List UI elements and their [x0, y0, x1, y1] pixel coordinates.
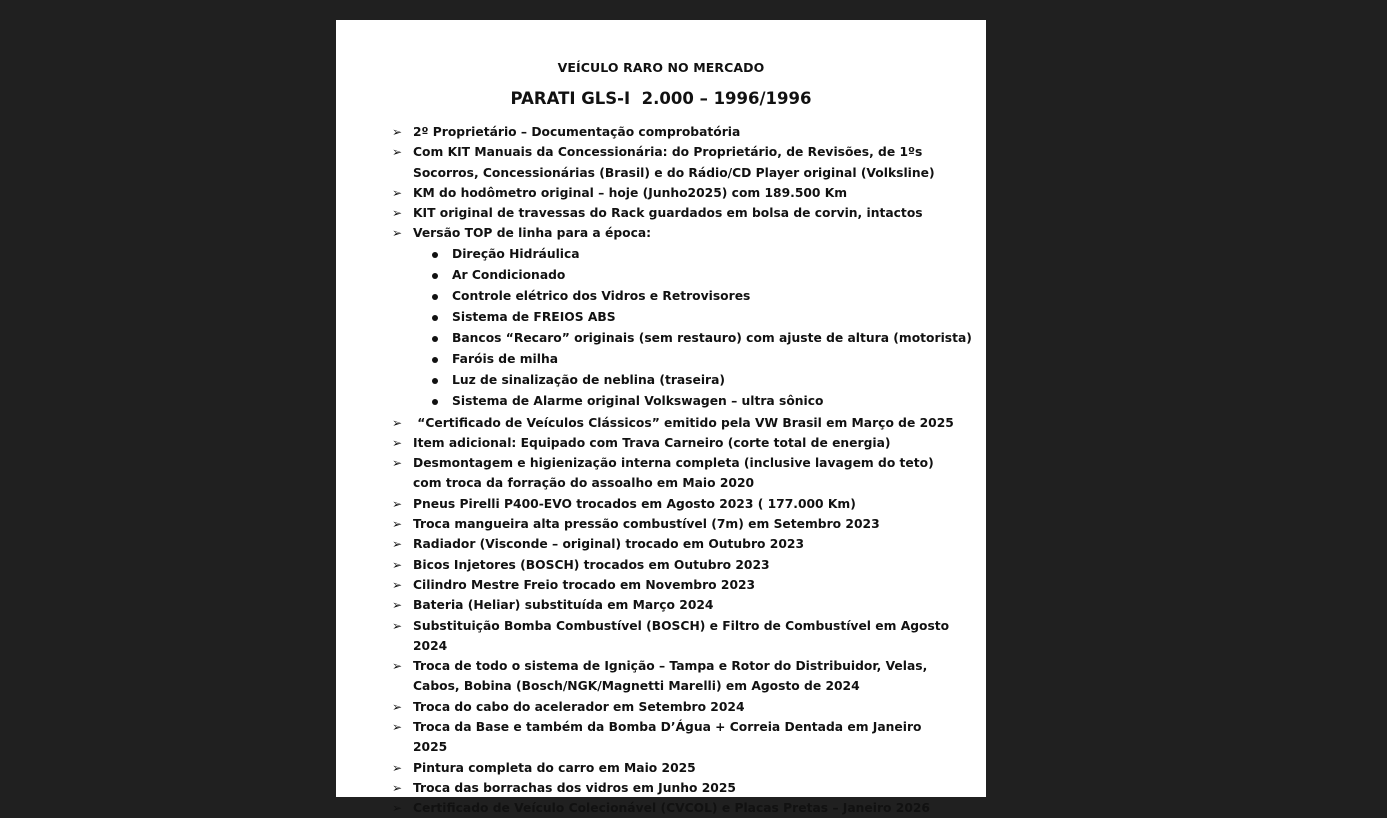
- sub-list-item-text: Ar Condicionado: [452, 267, 566, 282]
- list-item-text: Troca mangueira alta pressão combustível (7m) em Setembro 2023: [413, 517, 880, 532]
- list-item-text: Troca das borrachas dos vidros em Junho 2025: [413, 780, 736, 795]
- list-item: [336, 183, 986, 203]
- list-item: [336, 514, 986, 534]
- sub-list-item: [336, 391, 986, 412]
- dot-bullet-icon: [432, 399, 438, 405]
- sub-list-container: [336, 244, 986, 413]
- dot-bullet-icon: [432, 294, 438, 300]
- arrow-bullet-icon: ➢: [392, 415, 403, 430]
- top-version-features: [336, 244, 986, 413]
- arrow-bullet-icon: ➢: [392, 496, 403, 511]
- list-item: [336, 413, 986, 433]
- list-item-text: KIT original de travessas do Rack guardados em bolsa de corvin, intactos: [413, 206, 923, 221]
- arrow-bullet-icon: ➢: [392, 760, 403, 775]
- arrow-bullet-icon: ➢: [392, 185, 403, 200]
- list-item: [336, 433, 986, 453]
- list-item: [336, 203, 986, 223]
- dot-bullet-icon: [432, 357, 438, 363]
- feature-list: [336, 122, 986, 818]
- sub-list-item: [336, 328, 986, 349]
- sub-list-item: [336, 370, 986, 391]
- list-item: [336, 122, 986, 142]
- arrow-bullet-icon: ➢: [392, 517, 403, 532]
- sub-list-item-text: Controle elétrico dos Vidros e Retrovisores: [452, 288, 751, 303]
- arrow-bullet-icon: ➢: [392, 801, 403, 816]
- dot-bullet-icon: [432, 378, 438, 384]
- sub-list-item-text: Luz de sinalização de neblina (traseira): [452, 373, 726, 388]
- list-item-text: Cilindro Mestre Freio trocado em Novembro 2023: [413, 577, 756, 592]
- list-item-text: Bicos Injetores (BOSCH) trocados em Outubro 2023: [413, 557, 770, 572]
- arrow-bullet-icon: ➢: [392, 206, 403, 221]
- arrow-bullet-icon: ➢: [392, 537, 403, 552]
- list-item: [336, 555, 986, 575]
- list-item-text: KM do hodômetro original – hoje (Junho2025) com 189.500 Km: [413, 185, 848, 200]
- list-item-text: Radiador (Visconde – original) trocado em Outubro 2023: [413, 537, 804, 552]
- document-subtitle: VEÍCULO RARO NO MERCADO: [557, 60, 765, 75]
- sub-list-item: [336, 286, 986, 307]
- document-title: PARATI GLS-I 2.000 – 1996/1996: [510, 89, 812, 108]
- arrow-bullet-icon: ➢: [392, 659, 403, 674]
- list-item: [336, 575, 986, 595]
- list-item: [336, 717, 986, 758]
- list-item: [336, 494, 986, 514]
- arrow-bullet-icon: ➢: [392, 125, 403, 139]
- list-item-text: Substituição Bomba Combustível (BOSCH) e Filtro de Combustível em Agosto 2024: [413, 618, 954, 653]
- arrow-bullet-icon: ➢: [392, 456, 403, 471]
- list-item-text: Troca da Base e também da Bomba D’Água + Correia Dentada em Janeiro 2025: [413, 719, 926, 755]
- arrow-bullet-icon: ➢: [392, 557, 403, 572]
- list-item: [336, 697, 986, 717]
- list-item-text: Item adicional: Equipado com Trava Carneiro (corte total de energia): [413, 435, 891, 450]
- arrow-bullet-icon: ➢: [392, 226, 403, 241]
- arrow-bullet-icon: ➢: [392, 145, 403, 160]
- list-item-text: Certificado de Veículo Colecionável (CVCOL) e Placas Pretas – Janeiro 2026: [413, 801, 930, 816]
- sub-list-item: [336, 244, 986, 265]
- dot-bullet-icon: [432, 336, 438, 342]
- dot-bullet-icon: [432, 315, 438, 321]
- list-item-text: Bateria (Heliar) substituída em Março 2024: [413, 598, 714, 613]
- dot-bullet-icon: [432, 273, 438, 279]
- list-item: [336, 595, 986, 615]
- list-item: [336, 453, 986, 494]
- list-item: [336, 758, 986, 778]
- list-item: [336, 534, 986, 554]
- arrow-bullet-icon: ➢: [392, 598, 403, 613]
- list-item-text: Troca de todo o sistema de Ignição – Tampa e Rotor do Distribuidor, Velas, Cabos, Bobina (Bosch/NGK/Magnetti Marelli) em Agosto de 2024: [413, 659, 932, 694]
- list-item-text: Pneus Pirelli P400-EVO trocados em Agosto 2023 ( 177.000 Km): [413, 496, 856, 511]
- list-item: [336, 778, 986, 798]
- sub-list-item-text: Sistema de Alarme original Volkswagen – ultra sônico: [452, 394, 824, 409]
- list-item: [336, 798, 986, 818]
- arrow-bullet-icon: ➢: [392, 435, 403, 450]
- list-item-text: 2º Proprietário – Documentação comprobatória: [413, 125, 741, 139]
- sub-list-item: [336, 349, 986, 370]
- list-item: [336, 223, 986, 243]
- sub-list-item: [336, 307, 986, 328]
- arrow-bullet-icon: ➢: [392, 699, 403, 714]
- list-item: [336, 656, 986, 697]
- list-item-text: Pintura completa do carro em Maio 2025: [413, 760, 696, 775]
- sub-list-item-text: Faróis de milha: [452, 352, 559, 367]
- list-item: [336, 616, 986, 657]
- sub-list-item-text: Bancos “Recaro” originais (sem restauro) com ajuste de altura (motorista): [452, 331, 972, 346]
- list-item-text: “Certificado de Veículos Clássicos” emitido pela VW Brasil em Março de 2025: [413, 415, 954, 430]
- sub-list-item: [336, 265, 986, 286]
- document-page: [336, 20, 986, 816]
- arrow-bullet-icon: ➢: [392, 618, 403, 633]
- sub-list-item-text: Sistema de FREIOS ABS: [452, 310, 616, 325]
- list-item-text: Versão TOP de linha para a época:: [413, 226, 652, 241]
- arrow-bullet-icon: ➢: [392, 780, 403, 795]
- list-item-text: Troca do cabo do acelerador em Setembro 2024: [413, 699, 745, 714]
- list-item-text: Desmontagem e higienização interna completa (inclusive lavagem do teto) com troca da forração do assoalho em Maio 2020: [413, 456, 938, 491]
- list-item-text: Com KIT Manuais da Concessionária: do Proprietário, de Revisões, de 1ºs Socorros, Concessionárias (Brasil) e do Rádio/CD Player original (Volksline): [413, 145, 935, 180]
- arrow-bullet-icon: ➢: [392, 719, 403, 734]
- list-item: [336, 142, 986, 183]
- dot-bullet-icon: [432, 252, 438, 258]
- arrow-bullet-icon: ➢: [392, 577, 403, 592]
- sub-list-item-text: Direção Hidráulica: [452, 246, 580, 261]
